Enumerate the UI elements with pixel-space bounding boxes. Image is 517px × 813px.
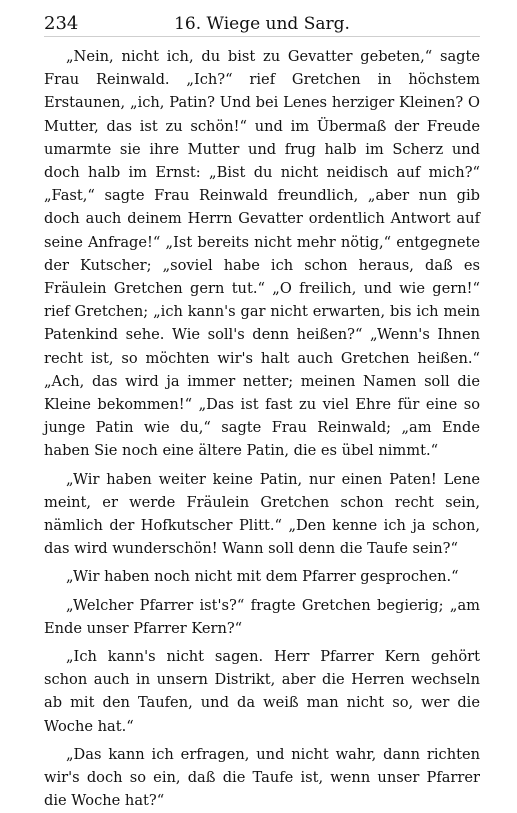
paragraph-3: „Wir haben noch nicht mit dem Pfarrer gesprochen.“ xyxy=(66,568,459,586)
paragraph-5: „Ich kann's nicht sagen. Herr Pfarrer Kern gehört schon auch in unsern Distrikt, aber die Herren wechseln ab mit den Taufen, und da weiß man nicht so, wer die Woche hat.“ xyxy=(44,648,480,735)
book-page xyxy=(44,13,480,810)
text-body xyxy=(44,45,480,813)
paragraph-2: „Wir haben weiter keine Patin, nur einen Paten! Lene meint, er werde Fräulein Gretchen schon recht sein, nämlich der Hofkutscher Plitt.“ „Den kenne ich ja schon, das wird wunderschön! Wann soll denn die Taufe sein?“ xyxy=(44,470,480,558)
paragraph-6: „Das kann ich erfragen, und nicht wahr, dann richten wir's doch so ein, daß die Taufe ist, wenn unser Pfarrer die Woche hat?“ xyxy=(44,745,480,810)
paragraph-1: „Nein, nicht ich, du bist zu Gevatter gebeten,“ sagte Frau Reinwald. „Ich?“ rief Gretchen in höchstem Erstaunen, „ich, Patin? Und bei Lenes herziger Kleinen? O Mutter, das ist zu schön!“ und im Übermaß der Freude umarmte sie ihre Mutter und frug halb im Scherz und doch halb im Ernst: „Bist du nicht neidisch auf mich?“ „Fast,“ sagte Frau Reinwald freundlich, „aber nun gib doch auch deinem Herrn Gevatter ordentlich Antwort auf seine Anfrage!“ „Ist bereits nicht mehr nötig,“ entgegnete der Kutscher; „soviel habe ich schon heraus, daß es Fräulein Gretchen gern tut.“ „O freilich, und wie gern!“ rief Gretchen; „ich kann's gar nicht erwarten, bis ich mein Patenkind sehe. Wie soll's denn heißen?“ „Wenn's Ihnen recht ist, so möchten wir's halt auch Gretchen heißen.“ „Ach, das wird ja immer netter; meinen Namen soll die Kleine bekommen!“ „Das ist fast zu viel Ehre für eine so junge Patin wie du,“ sagte Frau Reinwald; „am Ende haben Sie noch eine ältere Patin, die es übel nimmt.“ xyxy=(44,48,480,460)
running-head xyxy=(44,14,480,37)
chapter-title: 16. Wiege und Sarg. xyxy=(174,14,350,34)
page-number: 234 xyxy=(44,13,79,34)
paragraph-4: „Welcher Pfarrer ist's?“ fragte Gretchen begierig; „am Ende unser Pfarrer Kern?“ xyxy=(44,596,480,637)
